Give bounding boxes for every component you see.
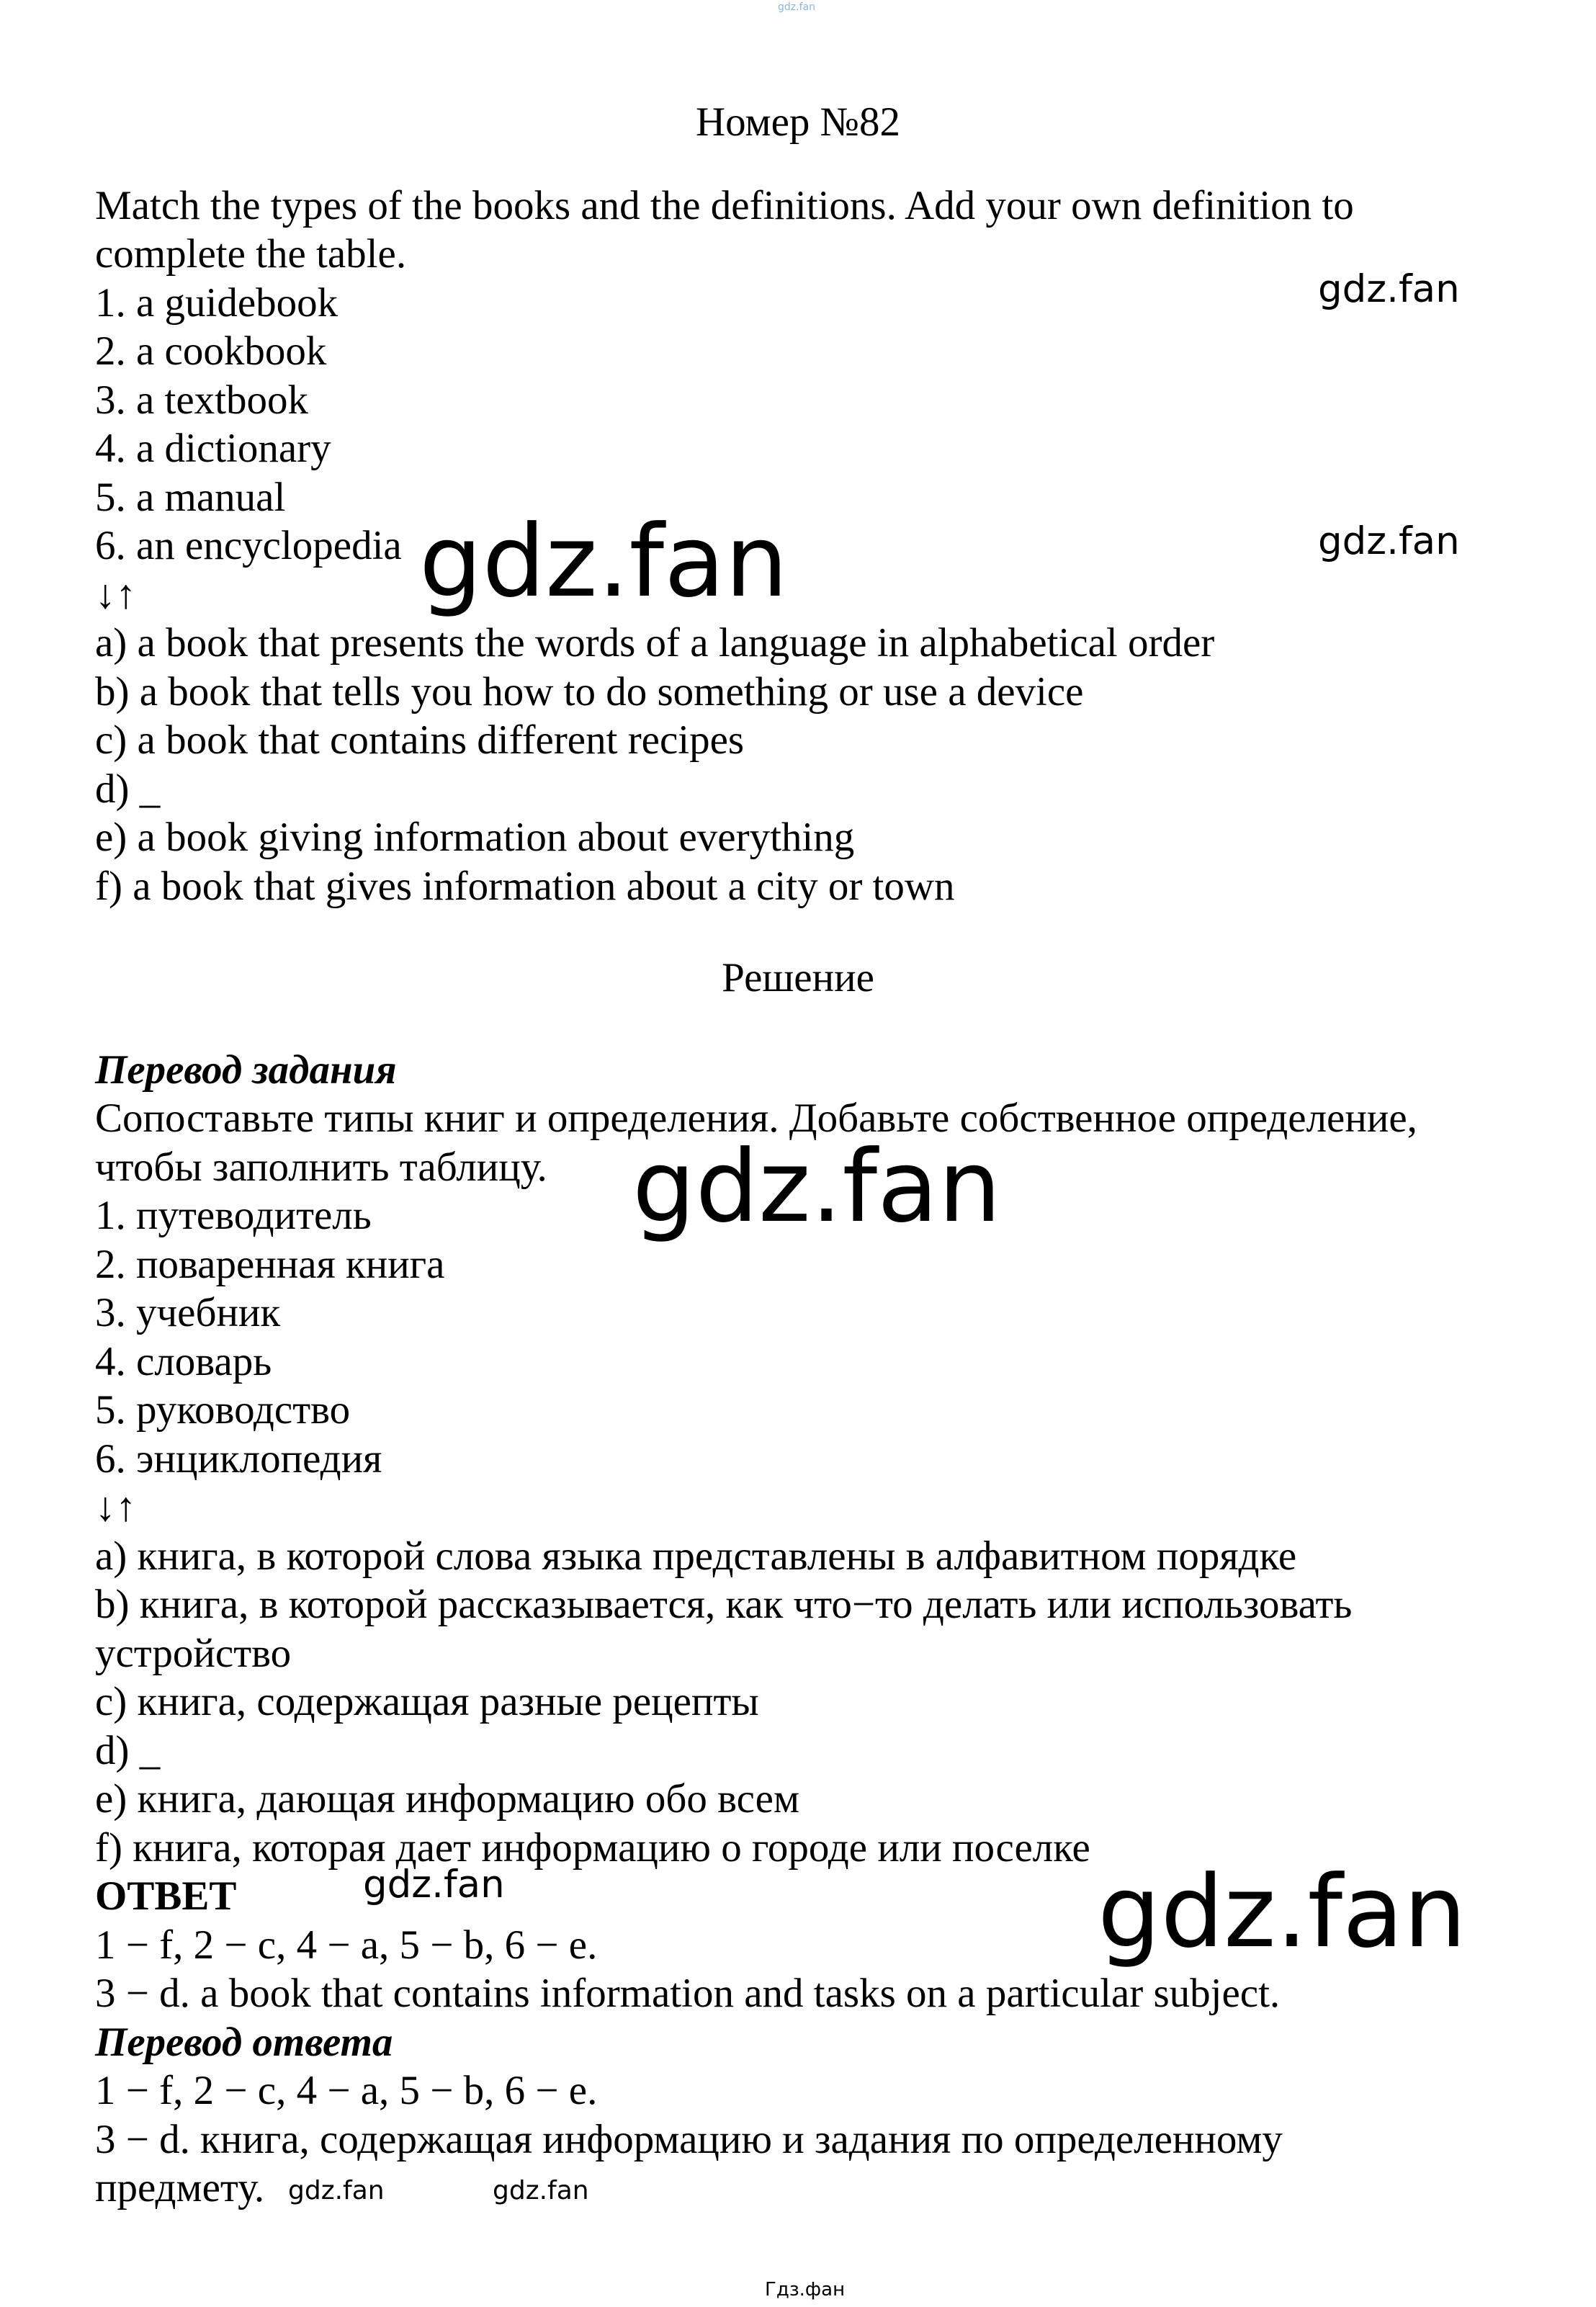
watermark-large: gdz.fan [419,503,789,619]
translation-definition: f) книга, которая дает информацию о городе или поселке [95,1825,1090,1871]
arrows-symbol: ↓↑ [95,572,136,617]
translation-item: 2. поваренная книга [95,1242,445,1287]
translation-definition: c) книга, содержащая разные рецепты [95,1679,759,1724]
task-definition: b) a book that tells you how to do something or use a device [95,669,1084,715]
watermark-small: gdz.fan [288,2176,385,2205]
answer-line: 1 − f, 2 − c, 4 − a, 5 − b, 6 − e. [95,1922,598,1968]
translation-heading: Перевод задания [95,1047,397,1093]
watermark-small: gdz.fan [493,2176,589,2205]
translation-instruction-line-2: чтобы заполнить таблицу. [95,1144,547,1190]
answer-translation-heading: Перевод ответа [95,2020,393,2065]
translation-definition: устройство [95,1631,292,1676]
task-instruction-line-1: Match the types of the books and the definitions. Add your own definition to [95,183,1354,228]
task-item: 4. a dictionary [95,426,331,471]
watermark-large: gdz.fan [632,1129,1002,1245]
translation-definition: e) книга, дающая информацию обо всем [95,1776,800,1822]
answer-translation-line: 3 − d. книга, содержащая информацию и задания по определенному [95,2117,1283,2162]
answer-translation-line: предмету. [95,2165,265,2210]
task-item: 5. a manual [95,475,286,520]
watermark-top: gdz.fan [778,1,815,13]
translation-definition: a) книга, в которой слова языка представлены в алфавитном порядке [95,1533,1297,1579]
translation-definition: d) _ [95,1728,161,1773]
answer-heading: ОТВЕТ [95,1873,237,1919]
translation-definition: b) книга, в которой рассказывается, как что−то делать или использовать [95,1582,1353,1627]
task-item: 1. a guidebook [95,280,339,326]
answer-translation-line: 1 − f, 2 − c, 4 − a, 5 − b, 6 − e. [95,2068,598,2113]
page-title: Номер №82 [695,99,901,145]
arrows-symbol: ↓↑ [95,1484,136,1530]
answer-line: 3 − d. a book that contains information and tasks on a particular subject. [95,1971,1281,2016]
translation-instruction-line-1: Сопоставьте типы книг и определения. Добавьте собственное определение, [95,1096,1417,1141]
task-instruction-line-2: complete the table. [95,231,407,277]
watermark-large: gdz.fan [1098,1854,1467,1970]
translation-item: 6. энциклопедия [95,1436,382,1482]
task-definition: d) _ [95,766,161,812]
translation-item: 3. учебник [95,1290,281,1335]
task-item: 2. a cookbook [95,328,327,374]
solution-heading: Решение [722,955,874,1000]
task-definition: f) a book that gives information about a city or town [95,864,955,909]
translation-item: 5. руководство [95,1387,351,1433]
watermark: gdz.fan [363,1863,505,1907]
watermark: gdz.fan [1318,267,1460,311]
task-item: 6. an encyclopedia [95,523,402,568]
task-definition: c) a book that contains different recipes [95,717,745,763]
watermark-footer: Гдз.фан [765,2279,846,2301]
translation-item: 1. путеводитель [95,1193,372,1238]
task-item: 3. a textbook [95,377,309,423]
watermark: gdz.fan [1318,519,1460,563]
task-definition: a) a book that presents the words of a language in alphabetical order [95,620,1215,666]
task-definition: e) a book giving information about everything [95,815,855,860]
translation-item: 4. словарь [95,1339,272,1384]
